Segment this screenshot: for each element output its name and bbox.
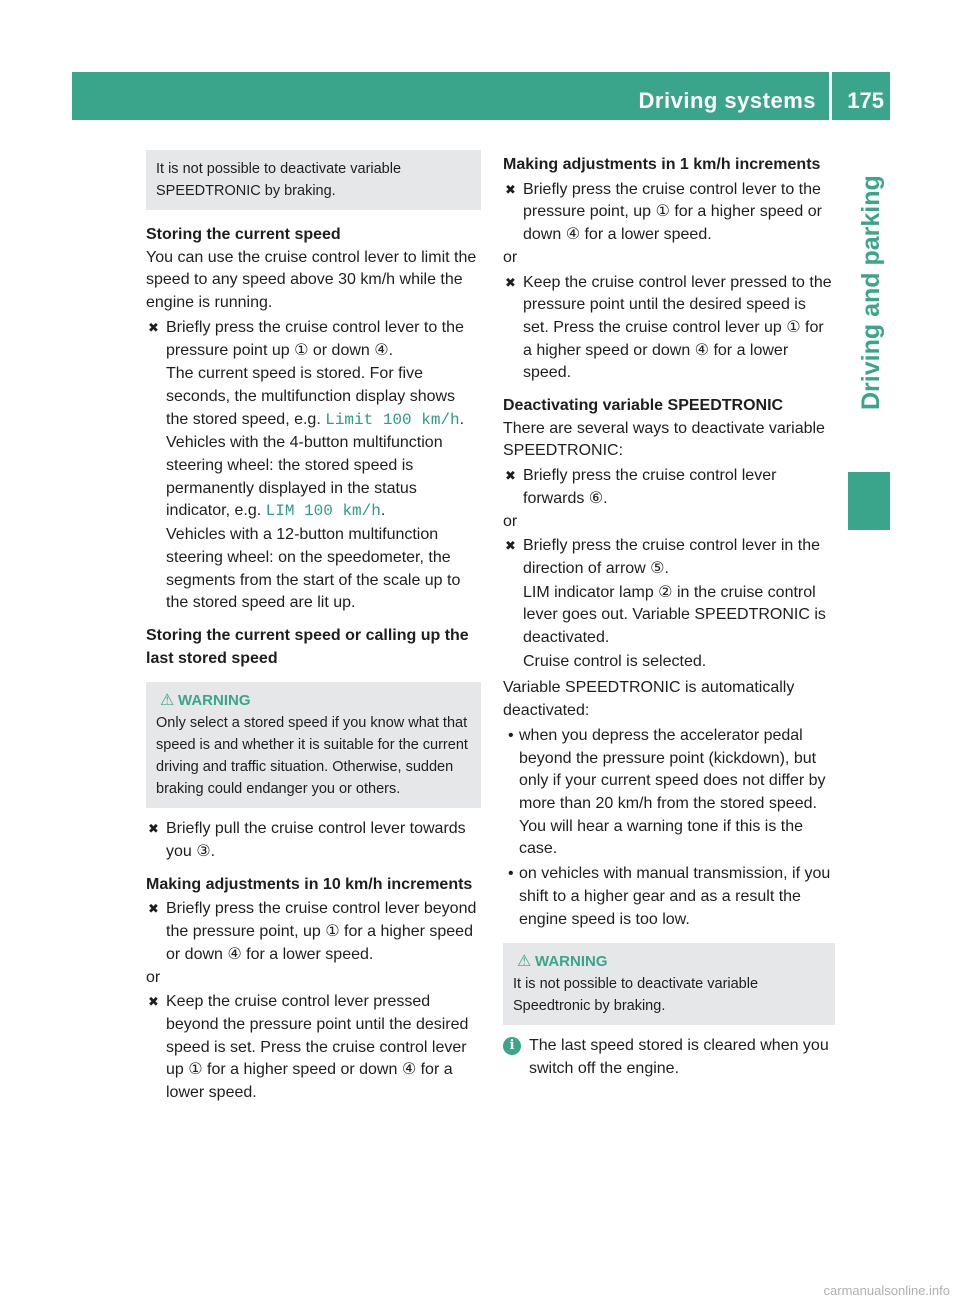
or-separator: or [503, 512, 518, 530]
step-result [166, 363, 481, 431]
step-arrow-icon: ✖ [505, 468, 516, 484]
step-item [503, 465, 835, 510]
step-arrow-icon: ✖ [148, 821, 159, 837]
step-item [503, 535, 835, 673]
display-message: Limit 100 km/h [325, 410, 460, 429]
left-column [146, 150, 481, 1105]
section-title: Driving systems [638, 88, 816, 113]
list-item [503, 863, 835, 931]
warning-icon: ⚠ [517, 953, 532, 971]
note-box [146, 150, 481, 210]
step-text: Keep the cruise control lever pressed to the pressure point until the desired speed is set. Press the cruise control lever up ① for a higher speed or down ④ for a lower speed. [523, 273, 832, 382]
paragraph-storing: You can use the cruise control lever to limit the speed to any speed above 30 km/h while the engine is running. [146, 248, 477, 312]
step-result-end: . [380, 502, 386, 520]
step-text: Briefly pull the cruise control lever towards you ③. [166, 820, 466, 861]
step-item [146, 317, 481, 615]
right-column [503, 150, 835, 1081]
step-arrow-icon: ✖ [148, 901, 159, 917]
info-note [503, 1035, 835, 1080]
chapter-marker [848, 472, 890, 530]
footer-watermark: carmanualsonline.info [823, 1283, 950, 1298]
heading-10kmh: Making adjustments in 10 km/h increments [146, 875, 473, 893]
header-divider [829, 72, 832, 120]
step-arrow-icon: ✖ [505, 181, 516, 197]
header-bar [72, 72, 890, 120]
step-item [146, 818, 481, 863]
bullet-icon: • [508, 726, 514, 744]
list-item-text: on vehicles with manual transmission, if you shift to a higher gear and as a result the engine speed is too low. [519, 865, 831, 928]
step-result: LIM indicator lamp ② in the cruise control lever goes out. Variable SPEEDTRONIC is deactivated. [523, 583, 826, 647]
page-number: 175 [847, 88, 884, 113]
warning-box [146, 682, 481, 808]
step-result-text: Vehicles with the 4-button multifunction steering wheel: the stored speed is permanently displayed in the status indicator, e.g. [166, 434, 443, 520]
step-result-text: The current speed is stored. For five seconds, the multifunction display shows the stored speed, e.g. [166, 365, 456, 428]
paragraph-deactivating: There are several ways to deactivate variable SPEEDTRONIC: [503, 419, 825, 460]
step-result: Cruise control is selected. [523, 652, 707, 670]
step-item [146, 991, 481, 1105]
step-result-end: . [459, 410, 465, 428]
chapter-side-tab: Driving and parking [857, 175, 885, 410]
list-item [503, 725, 835, 861]
step-result: Vehicles with a 12-button multifunction steering wheel: on the speedometer, the segments from the start of the scale up to the stored speed are lit up. [166, 526, 461, 612]
warning-label: WARNING [535, 953, 608, 971]
paragraph-auto-deactivated: Variable SPEEDTRONIC is automatically deactivated: [503, 679, 795, 720]
or-separator: or [146, 968, 161, 986]
display-message: LIM 100 km/h [265, 502, 381, 521]
step-arrow-icon: ✖ [148, 319, 159, 335]
step-text: Briefly press the cruise control lever forwards ⑥. [523, 467, 777, 507]
warning-header [513, 951, 827, 973]
info-icon: i [503, 1037, 521, 1055]
warning-header [156, 690, 473, 712]
step-item [146, 898, 481, 966]
heading-1kmh: Making adjustments in 1 km/h increments [503, 156, 821, 173]
heading-recall: Storing the current speed or calling up the last stored speed [146, 626, 469, 667]
step-arrow-icon: ✖ [148, 994, 159, 1010]
step-result [166, 432, 481, 523]
step-text: Briefly press the cruise control lever to the pressure point, up ① for a higher speed or down ④ for a lower speed. [523, 180, 822, 244]
bullet-icon: • [508, 865, 514, 883]
info-text: The last speed stored is cleared when you switch off the engine. [529, 1037, 829, 1077]
heading-storing: Storing the current speed [146, 226, 341, 243]
warning-box [503, 943, 835, 1025]
or-separator: or [503, 248, 518, 266]
step-text: Briefly press the cruise control lever beyond the pressure point, up ① for a higher speed or down ④ for a lower speed. [166, 900, 477, 963]
heading-deactivating: Deactivating variable SPEEDTRONIC [503, 397, 784, 415]
step-item [503, 179, 835, 247]
step-item [503, 272, 835, 386]
warning-text: It is not possible to deactivate variable Speedtronic by braking. [513, 976, 759, 1015]
step-arrow-icon: ✖ [505, 274, 516, 290]
warning-label: WARNING [178, 692, 251, 710]
step-text: Keep the cruise control lever pressed beyond the pressure point until the desired speed is set. Press the cruise control lever up ① for a higher speed or down ④ for a lower speed. [166, 993, 469, 1102]
warning-icon: ⚠ [160, 692, 175, 710]
list-item-text: when you depress the accelerator pedal beyond the pressure point (kickdown), but only if your current speed does not differ by more than 20 km/h from the stored speed. You will hear a warning tone if this is the case. [519, 726, 826, 858]
note-text: It is not possible to deactivate variable SPEEDTRONIC by braking. [156, 161, 402, 199]
step-text: Briefly press the cruise control lever in the direction of arrow ⑤. [523, 537, 821, 577]
step-text: Briefly press the cruise control lever to the pressure point up ① or down ④. [166, 318, 464, 359]
step-arrow-icon: ✖ [505, 538, 516, 554]
warning-text: Only select a stored speed if you know what that speed is and whether it is suitable for the current driving and traffic situation. Otherwise, sudden braking could endanger you or others. [156, 715, 468, 798]
